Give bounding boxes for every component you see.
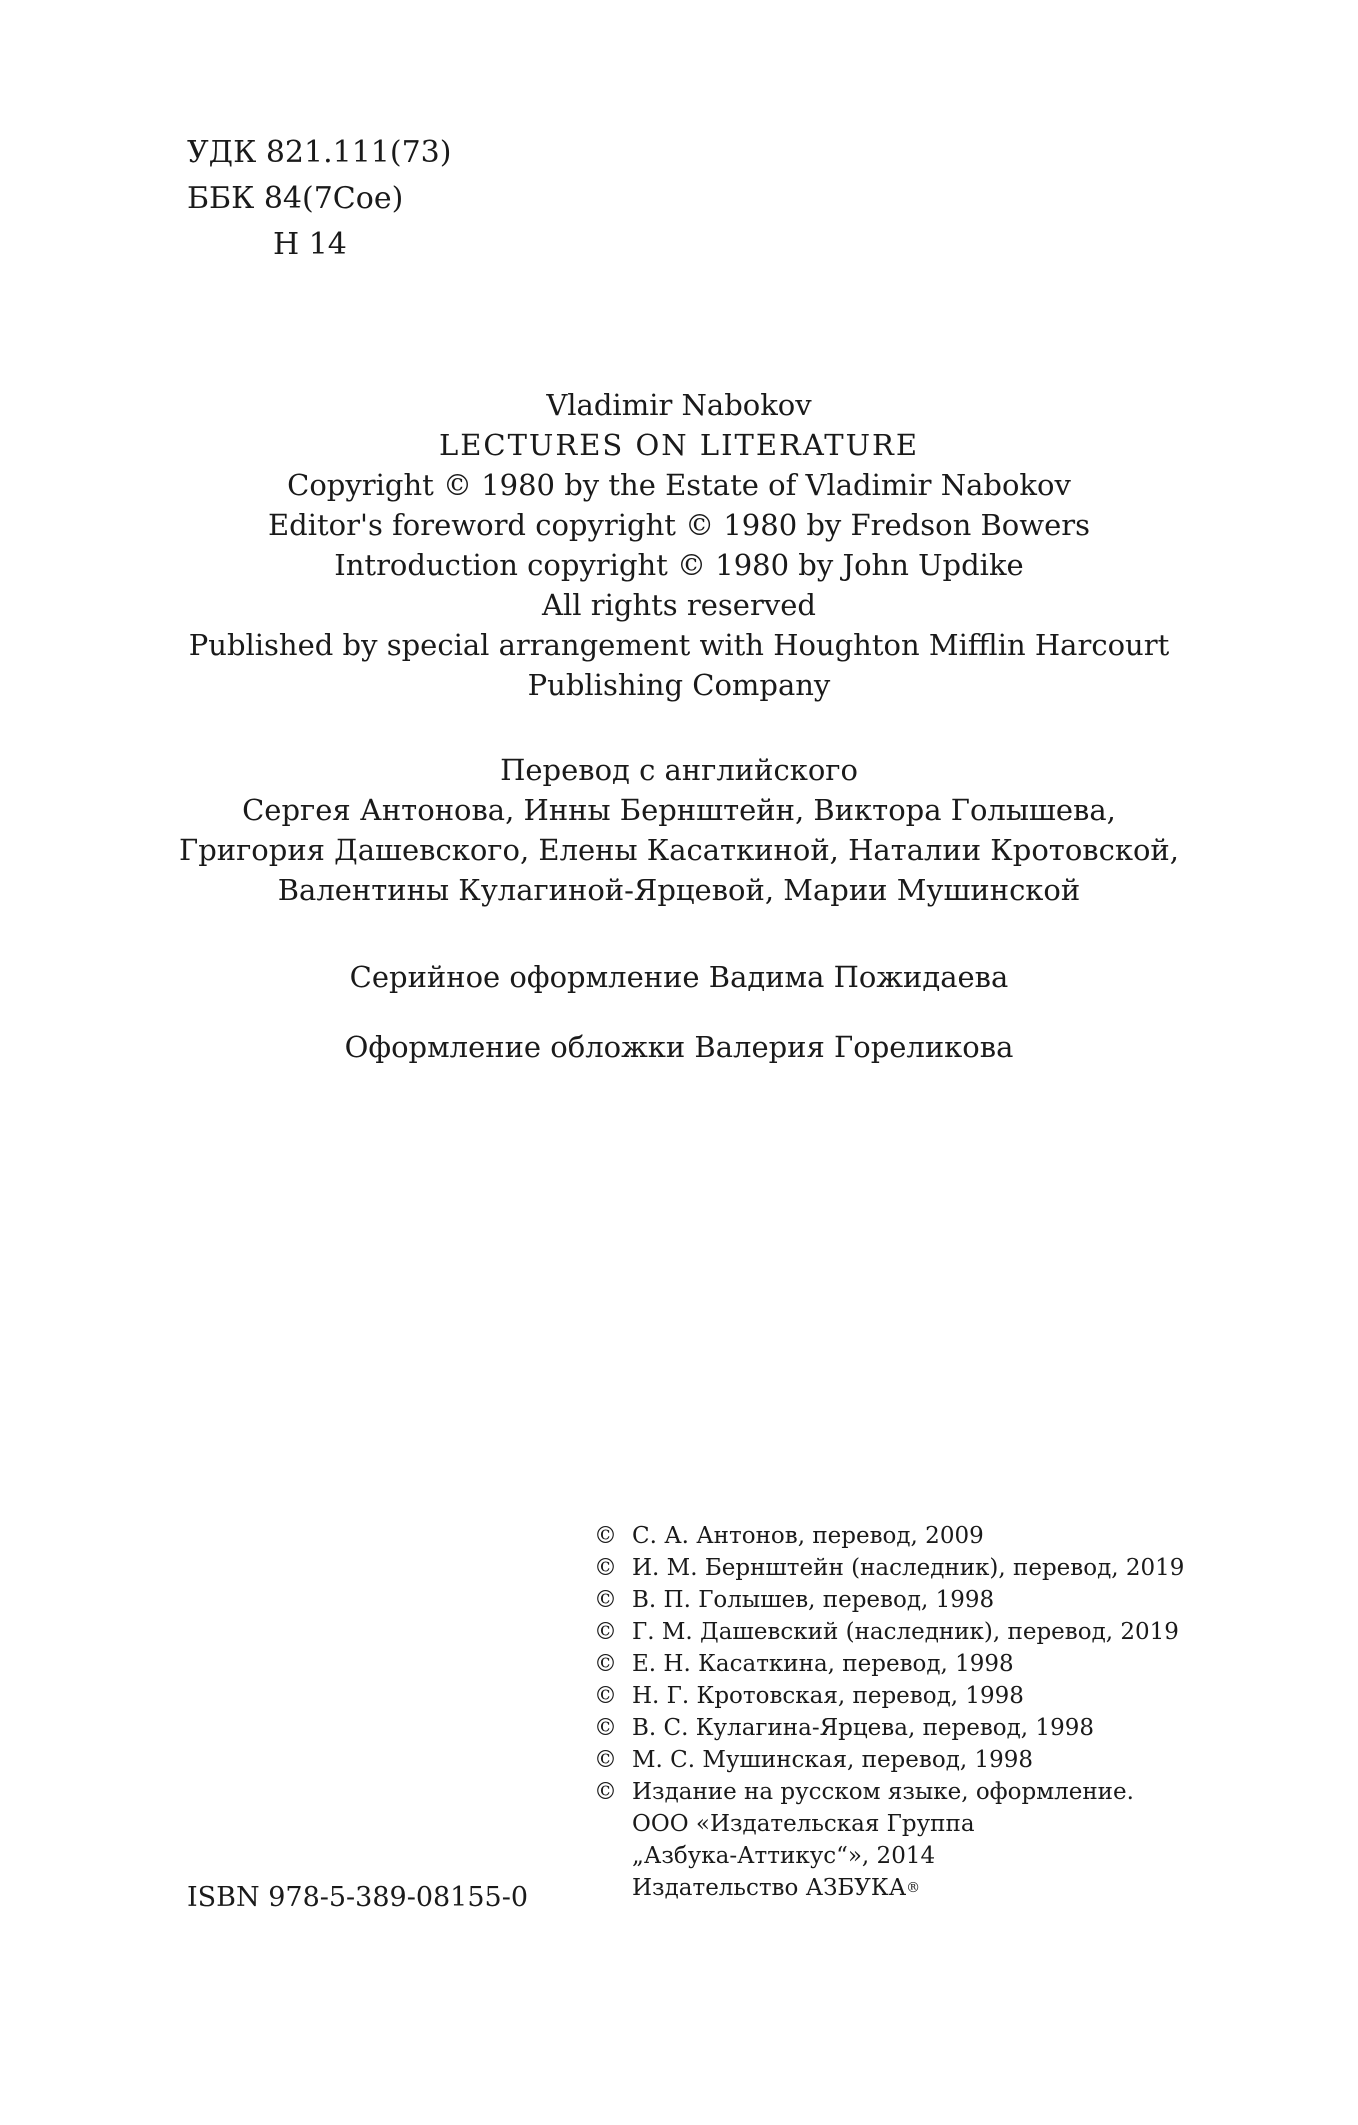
copyright-entry: Г. М. Дашевский (наследник), перевод, 2019	[632, 1619, 1179, 1645]
registered-mark: ®	[906, 1880, 921, 1896]
copyright-list	[594, 1520, 1184, 1904]
rights-reserved-line: All rights reserved	[542, 588, 816, 622]
copyright-symbol: ©	[594, 1779, 617, 1805]
bbk-code: ББК 84(7Сое)	[187, 181, 404, 216]
list-item	[594, 1584, 1184, 1616]
copyright-entry: Н. Г. Кротовская, перевод, 1998	[632, 1683, 1024, 1709]
copyright-symbol: ©	[594, 1683, 617, 1709]
copyright-symbol: ©	[594, 1587, 617, 1613]
copyright-entry: В. С. Кулагина-Ярцева, перевод, 1998	[632, 1715, 1094, 1741]
translators-line-2: Григория Дашевского, Елены Касаткиной, Наталии Кротовской,	[179, 833, 1179, 867]
list-item	[594, 1520, 1184, 1552]
translators-line-1: Сергея Антонова, Инны Бернштейн, Виктора Голышева,	[242, 793, 1116, 827]
published-line-1: Published by special arrangement with Houghton Mifflin Harcourt	[188, 628, 1170, 662]
edition-line-2: ООО «Издательская Группа	[632, 1811, 975, 1837]
copyright-entry: Е. Н. Касаткина, перевод, 1998	[632, 1651, 1014, 1677]
copyright-symbol: ©	[594, 1715, 617, 1741]
list-item	[594, 1680, 1184, 1712]
published-line-2: Publishing Company	[527, 668, 831, 702]
isbn: ISBN 978-5-389-08155-0	[187, 1882, 529, 1913]
list-item	[594, 1648, 1184, 1680]
foreword-copyright-line: Editor's foreword copyright © 1980 by Fredson Bowers	[268, 508, 1090, 542]
edition-entry	[594, 1776, 1184, 1904]
introduction-copyright-line: Introduction copyright © 1980 by John Updike	[334, 548, 1024, 582]
translators-line-3: Валентины Кулагиной-Ярцевой, Марии Мушинской	[277, 873, 1081, 907]
original-rights-block	[0, 385, 1358, 705]
author-mark: Н 14	[273, 227, 347, 262]
list-item	[594, 1744, 1184, 1776]
copyright-symbol: ©	[594, 1555, 617, 1581]
copyright-symbol: ©	[594, 1523, 617, 1549]
udk-code: УДК 821.111(73)	[187, 135, 452, 170]
copyright-symbol: ©	[594, 1651, 617, 1677]
original-title: LECTURES ON LITERATURE	[438, 428, 920, 462]
series-design-credit: Серийное оформление Вадима Пожидаева	[349, 960, 1009, 994]
copyright-symbol: ©	[594, 1747, 617, 1773]
edition-lines	[632, 1776, 1134, 1904]
translators-block	[0, 750, 1358, 910]
copyright-symbol: ©	[594, 1619, 617, 1645]
translation-heading: Перевод с английского	[500, 753, 858, 787]
copyright-entry: В. П. Голышев, перевод, 1998	[632, 1587, 995, 1613]
copyright-entry: С. А. Антонов, перевод, 2009	[632, 1523, 984, 1549]
copyright-line: Copyright © 1980 by the Estate of Vladimir Nabokov	[287, 468, 1071, 502]
edition-line-1: Издание на русском языке, оформление.	[632, 1779, 1134, 1805]
author-name: Vladimir Nabokov	[546, 388, 812, 422]
copyright-entry: И. М. Бернштейн (наследник), перевод, 2019	[632, 1555, 1185, 1581]
classification-codes	[187, 130, 451, 268]
cover-design-credit: Оформление обложки Валерия Гореликова	[344, 1030, 1014, 1064]
publisher-name: Издательство АЗБУКА	[632, 1875, 907, 1901]
edition-line-3: „Азбука-Аттикус“», 2014	[632, 1843, 936, 1869]
list-item	[594, 1552, 1184, 1584]
copyright-entry: М. С. Мушинская, перевод, 1998	[632, 1747, 1034, 1773]
list-item	[594, 1616, 1184, 1648]
list-item	[594, 1712, 1184, 1744]
edition-line-4	[632, 1872, 1134, 1904]
